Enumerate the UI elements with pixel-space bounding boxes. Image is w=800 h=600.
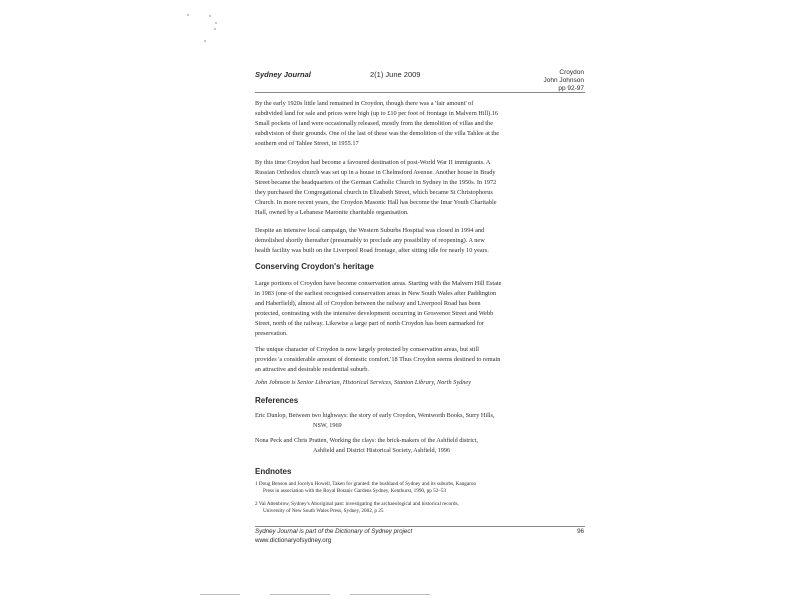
heading-references: References	[255, 396, 299, 405]
suburb-name: Croydon	[559, 69, 584, 76]
page-range: pp 92-97	[558, 85, 584, 92]
scan-mark	[200, 594, 240, 595]
scan-speck	[204, 40, 206, 42]
endnote-line: University of New South Wales Press, Sydney, 2002, p 25	[263, 508, 384, 514]
footer-note: Sydney Journal is part of the Dictionary of Sydney project	[255, 528, 413, 535]
endnote-line: 2 Val Attenbrow, Sydney's Aboriginal past: investigating the archaeological and historical records,	[255, 501, 459, 507]
text-line: preservation.	[255, 330, 288, 337]
issue-date: 2(1) June 2009	[370, 70, 421, 79]
scan-mark	[270, 594, 330, 595]
page-number: 96	[577, 528, 584, 535]
text-line: Church. In more recent years, the Croydon Masonic Hall has become the Imar Youth Charitable	[255, 199, 497, 206]
header-rule	[255, 92, 585, 93]
text-line: Small pockets of land were occasionally released, mostly from the demolition of villas and the	[255, 120, 493, 127]
text-line: subdivision of their grounds. One of the last of these was the demolition of the villa Tahlee at the	[255, 130, 500, 137]
header-right	[480, 69, 584, 93]
endnote-1	[255, 481, 585, 495]
paragraph-5	[255, 345, 585, 375]
text-line: Street, north of the railway. Likewise a large part of north Croydon has been earmarked for	[255, 320, 485, 327]
paragraph-3	[255, 226, 585, 256]
text-line: and Haberfield), almost all of Croydon between the railway and Liverpool Road has been	[255, 300, 481, 307]
text-line: The unique character of Croydon is now largely protected by conservation areas, but still	[255, 346, 480, 353]
paragraph-4	[255, 279, 585, 339]
reference-line: Ashfield and District Historical Society, Ashfield, 1996	[313, 447, 451, 454]
scan-speck	[214, 28, 216, 30]
text-line: Hall, owned by a Lebanese Maronite charitable organisation.	[255, 209, 409, 216]
text-line: demolished shortly thereafter (presumably to preclude any possibility of reopening). A new	[255, 237, 485, 244]
text-line: Russian Orthodox church was set up in a house in Chelmsford Avenue. Another house in Brady	[255, 169, 496, 176]
text-line: Despite an intensive local campaign, the Western Suburbs Hospital was closed in 1994 and	[255, 227, 485, 234]
author-note: John Johnson is Senior Librarian, Historical Services, Stanton Library, North Sydney	[255, 379, 472, 386]
footer-rule	[255, 526, 585, 527]
footer-url[interactable]: www.dictionaryofsydney.org	[255, 537, 332, 544]
text-line: they purchased the Congregational church in Elizabeth Street, which became St Christophorus	[255, 189, 493, 196]
paragraph-1	[255, 99, 585, 149]
text-line: provides 'a considerable amount of domestic comfort.'18 Thus Croydon seems destined to remain	[255, 356, 501, 363]
text-line: Street became the headquarters of the German Catholic Church in Sydney in the 1950s. In 1972	[255, 179, 497, 186]
paragraph-2	[255, 158, 585, 218]
reference-line: NSW, 1969	[313, 422, 342, 429]
heading-endnotes: Endnotes	[255, 467, 292, 476]
reference-2	[255, 436, 585, 456]
text-line: southern end of Tahlee Street, in 1955.17	[255, 140, 359, 147]
author-name: John Johnson	[543, 77, 584, 84]
reference-line: Eric Dunlop, Between two highways: the story of early Croydon, Wentworth Books, Surry Hills,	[255, 412, 495, 419]
text-line: Large portions of Croydon have become conservation areas. Starting with the Malvern Hill Estate	[255, 280, 502, 287]
reference-1	[255, 411, 585, 431]
endnote-2	[255, 501, 585, 515]
text-line: subdivided land for sale and prices were high (up to £10 per foot of frontage in Malvern Hill).16	[255, 110, 499, 117]
scan-speck	[187, 14, 189, 16]
reference-line: Nona Peck and Chris Pratten, Working the clays: the brick-makers of the Ashfield district,	[255, 437, 478, 444]
journal-title: Sydney Journal	[255, 70, 311, 79]
text-line: By this time Croydon had become a favoured destination of post-World War II immigrants. A	[255, 159, 491, 166]
heading-conserving-heritage: Conserving Croydon's heritage	[255, 262, 374, 271]
endnote-line: Press in association with the Royal Botanic Gardens Sydney, Kenthurst, 1990, pp 52–53	[263, 488, 447, 494]
text-line: By the early 1920s little land remained in Croydon, though there was a 'fair amount' of	[255, 100, 474, 107]
scan-mark	[350, 594, 430, 595]
scan-speck	[215, 22, 217, 24]
text-line: an attractive and desirable residential suburb.	[255, 366, 369, 373]
text-line: in 1983 (one of the earliest recognised conservation areas in New South Wales after Paddington	[255, 290, 497, 297]
text-line: protected, contrasting with the intensive development occurring in Grosvenor Street and Webb	[255, 310, 494, 317]
endnote-line: 1 Doug Benson and Jocelyn Howell, Taken for granted: the bushland of Sydney and its suburbs, Kangaroo	[255, 481, 477, 487]
scan-speck	[209, 15, 211, 17]
text-line: health facility was built on the Liverpool Road frontage, after sitting idle for nearly 10 years.	[255, 247, 489, 254]
